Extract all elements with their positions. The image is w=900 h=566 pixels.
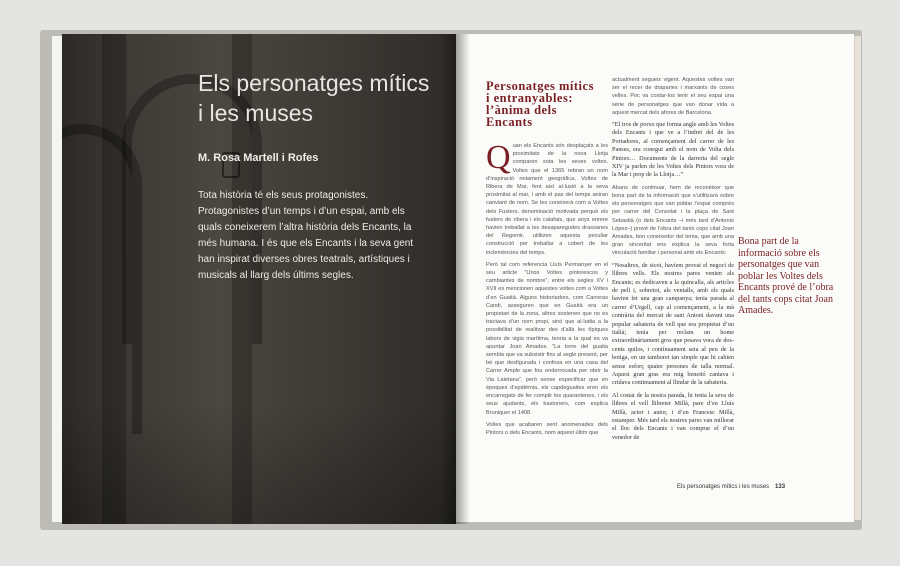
drop-cap: Q [486,139,511,176]
text-column-2 [612,76,734,446]
paragraph: Però tal com referencia Lluís Permanyer en el seu article “Unos Voltes pintorescos y cambiantes de nombre”, entre els segles XV i XVII es mencionen aquestes voltes com a Voltes d’en Guaità. Alguns historiadors, com Carreras Candi, asseguren que en Guaità era un propietari de la zona, altres sostenen que no es tractava d’un nom propi, sinó que al·ludia a la possibilitat de realitzar des d’allà les típiques labors de vigia marítima, teoria a la qual es va apuntar Joan Amades. “La torre del guaita sembla que va subsistir fins al segle present, per bé que desfigurada i confosa en una casa del Carrer Ample que fou enderrocada per obrir la Via Laietana”, però sense especificar que en èpoques d’epidèmia, els capdeguaites eren els encarregats de fer complir les quarantenes, i els seus ajudants, els bastoners, com explica Bruniquer el 1408. [486,261,608,416]
block-quote: “El tros de porxo que forma angle amb les Voltes dels Encants i que ve a l’indret del de les Portadores, al començament del carrer de les Panses, era conegut amb el nom de Volta dels Pintors… Documents de la darreria del segle XIV ja parlen de les Voltes dels Pintors vora de la Mar i prop de la Llotja…” [612,121,734,179]
floor-shadow [62,404,456,524]
page-footer [677,484,785,490]
chapter-title: Els personatges mítics i les muses [198,70,430,126]
paragraph-text: uan els Encants són desplaçats a les proximitats de la nova Llotja comparen sota les seves voltes. Voltes que el 1365 rebran un nom d’inspiració netament geogràfica, Voltes de Ribera de Mar, fent així al·lusió a la seva proximitat al mar, i amb el pas del temps aniran canviant de nom. Se les coneixerà com a Voltes dels Fusters, denominació motivada perquè els fusters de ribera i els calafats, que anys enrere havien treballat a les desaparegudes drassanes del Regomir, utilitzen aquesta peculiar construcció per treballar a cobert de les inclemències del temps. [486,143,608,256]
block-quote: “Nosaltres, de sicot, havíem provat el negoci de llibres vells. Els nostres pares venien als Encants; es dedicaven a la quincalla, als articles de pell i, sobretot, als ventalls, amb els quals havien fet una gran campanya; tenia parada al carrer d’Urgell, cap al començament, a la mà contrària del mercat de sant Antoni davant una popular sabateria de vell que era propietat d’un italià; tenia per reclam un home extraordinàriament gros que pesava vora de dos-cents quilos, i contínuament seia al peu de la botiga, en un tamboret tan simple que hi cabien sense esforç quatre persones de talla normal. Aquest gran gras era mig beneitó cantava i cridava continuament al llindar de la sabateria. [612,261,734,387]
paragraph: Voltes que acabaren sent anomenades dels Pintors o dels Encants, nom aquest últim que [486,421,608,436]
book-gutter-shadow [440,34,470,524]
block-quote: Al costat de la nostra parada, hi tenia la seva de llibres el vell llibreter Millà, pare d’en Lluís Millà, actor i autor, i d’en Francesc Millà, estamper. Més tard els nostres pares van millorar el lloc dels Encants i van comprar el d’un venedor de [612,391,734,441]
intro-paragraph: Tota història té els seus protagonistes. Protagonistes d’un temps i d’un espai, amb els quals coneixerem l’altra història dels Encants, la més humana. I és que els Encants i la seva gent han inspirat diverses obres teatrals, artístiques i musicals al llarg dels últims segles. [198,190,414,281]
pull-quote: Bona part de la informació sobre els personatges que van poblar les Voltes dels Encants prové de l’obra del tants cops citat Joan Amades. [738,236,834,316]
running-footer-text: Els personatges mítics i les muses [677,484,770,490]
page-number: 133 [775,484,786,490]
author-name: M. Rosa Martell i Rofes [198,152,319,164]
right-page-edge [854,36,861,520]
paragraph: Abans de continuar, hem de reconèixer que bona part de la informació que s’utilitzarà sobre els personatges que van poblar l’espai comprès per carrer del Consolat i la plaça de Sant Sebastià (o dels Encants –i més tard d’Antonio López–) prové de l’obra del tants cops citat Joan Amades, bon coneixedor del tema, que amb una gran sinceritat ens explica la seva forta vinculació familiar i personal amb els Encants: [612,184,734,257]
text-column-1 [486,139,608,441]
paragraph [486,139,608,257]
section-title: Personatges mítics i entranyables: l’ànima dels Encants [486,79,594,129]
paragraph: actualment segueix vigent. Aquestes voltes van ser el recer de draparies i marxants de coses velles. Poc va costar-los tenir el seu espai una sèrie de personatges que van donar vida a aquest mercat dels afores de Barcelona. [612,77,734,116]
